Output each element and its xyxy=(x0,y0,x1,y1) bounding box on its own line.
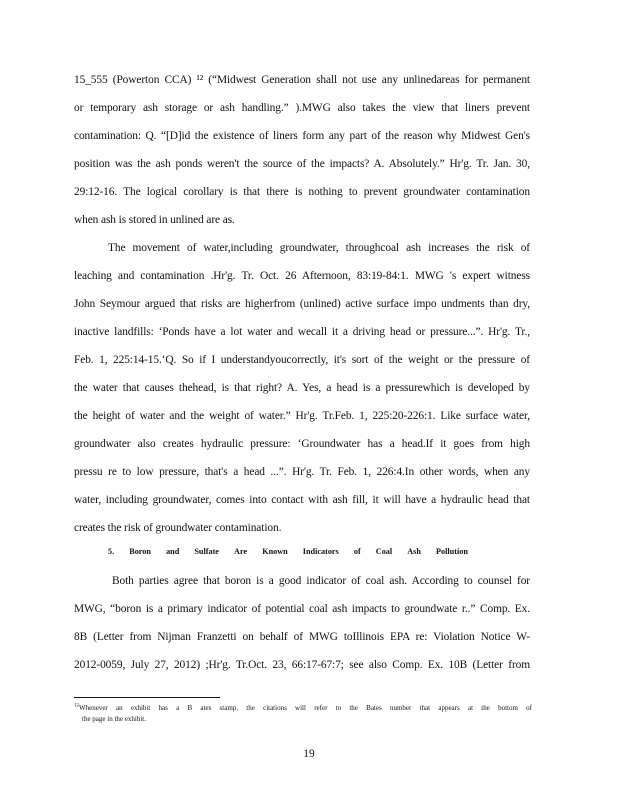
body-line-17: creates the risk of groundwater contamination. xyxy=(74,522,282,534)
heading-word: Boron xyxy=(129,547,151,556)
section-heading xyxy=(108,546,468,558)
footnote-line-2: the page in the exhibit. xyxy=(82,715,146,723)
body-line-3: contamination: Q. “[D]id the existence of liners form any part of the reason why Midwest Gen's xyxy=(74,130,530,142)
body-line-8: leaching and contamination .Hr'g. Tr. Oct. 26 Afternoon, 83:19-84:1. MWG 's expert witness xyxy=(74,270,530,282)
heading-word: Coal xyxy=(375,547,393,556)
footnote-text: Whenever an exhibit has a B ates stamp, the citations will refer to the Bates number that appears at the bottom of xyxy=(79,704,532,712)
footnote-line-1 xyxy=(74,703,532,713)
heading-word: Indicators xyxy=(302,547,339,556)
body-line-13: the height of water and the weight of water.” Hr'g. Tr.Feb. 1, 225:20-226:1. Like surface water, xyxy=(74,410,530,422)
body-line-18: Both parties agree that boron is a good indicator of coal ash. According to counsel for xyxy=(112,575,530,587)
body-line-9: John Seymour argued that risks are higherfrom (unlined) active surface impo undments than dry, xyxy=(74,298,530,310)
heading-number: 5. xyxy=(108,547,115,556)
page-number: 19 xyxy=(303,748,315,760)
footnote-marker: 12 xyxy=(74,703,79,709)
body-line-1: 15_555 (Powerton CCA) ¹² (“Midwest Generation shall not use any unlinedareas for permanent xyxy=(74,74,530,86)
body-line-21: 2012-0059, July 27, 2012) ;Hr'g. Tr.Oct. 23, 66:17-67:7; see also Comp. Ex. 10B (Letter from xyxy=(74,659,530,671)
body-line-7: The movement of water,including groundwater, throughcoal ash increases the risk of xyxy=(108,242,530,254)
heading-word: Known xyxy=(262,547,288,556)
heading-word: Sulfate xyxy=(194,547,219,556)
body-line-20: 8B (Letter from Nijman Franzetti on behalf of MWG toIllinois EPA re: Violation Notice W- xyxy=(74,631,530,643)
body-line-4: position was the ash ponds weren't the source of the impacts? A. Absolutely.” Hr'g. Tr. Jan. 30, xyxy=(74,158,530,170)
body-line-5: 29:12-16. The logical corollary is that there is nothing to prevent groundwater contamination xyxy=(74,186,530,198)
body-line-15: pressu re to low pressure, that's a head ...”. Hr'g. Tr. Feb. 1, 226:4.In other words, when any xyxy=(74,466,530,478)
body-line-10: inactive landfills: ‘Ponds have a lot water and wecall it a driving head or pressure...”. Hr'g. Tr., xyxy=(74,326,530,338)
heading-word: Pollution xyxy=(436,547,468,556)
body-line-6: when ash is stored in unlined are as. xyxy=(74,214,235,226)
body-line-12: the water that causes thehead, is that right? A. Yes, a head is a pressurewhich is developed by xyxy=(74,382,530,394)
heading-word: of xyxy=(353,547,361,556)
heading-word: and xyxy=(166,547,180,556)
body-line-14: groundwater also creates hydraulic pressure: ‘Groundwater has a head.If it goes from high xyxy=(74,438,530,450)
footnote-divider xyxy=(74,697,220,698)
body-line-16: water, including groundwater, comes into contact with ash fill, it will have a hydraulic head that xyxy=(74,494,530,506)
heading-word: Ash xyxy=(407,547,421,556)
body-line-2: or temporary ash storage or ash handling.” ).MWG also takes the view that liners prevent xyxy=(74,102,530,114)
body-line-11: Feb. 1, 225:14-15.‘Q. So if I understandyoucorrectly, it's sort of the weight or the pressure of xyxy=(74,354,530,366)
heading-word: Are xyxy=(234,547,248,556)
body-line-19: MWG, “boron is a primary indicator of potential coal ash impacts to groundwate r..” Comp. Ex. xyxy=(74,603,530,615)
